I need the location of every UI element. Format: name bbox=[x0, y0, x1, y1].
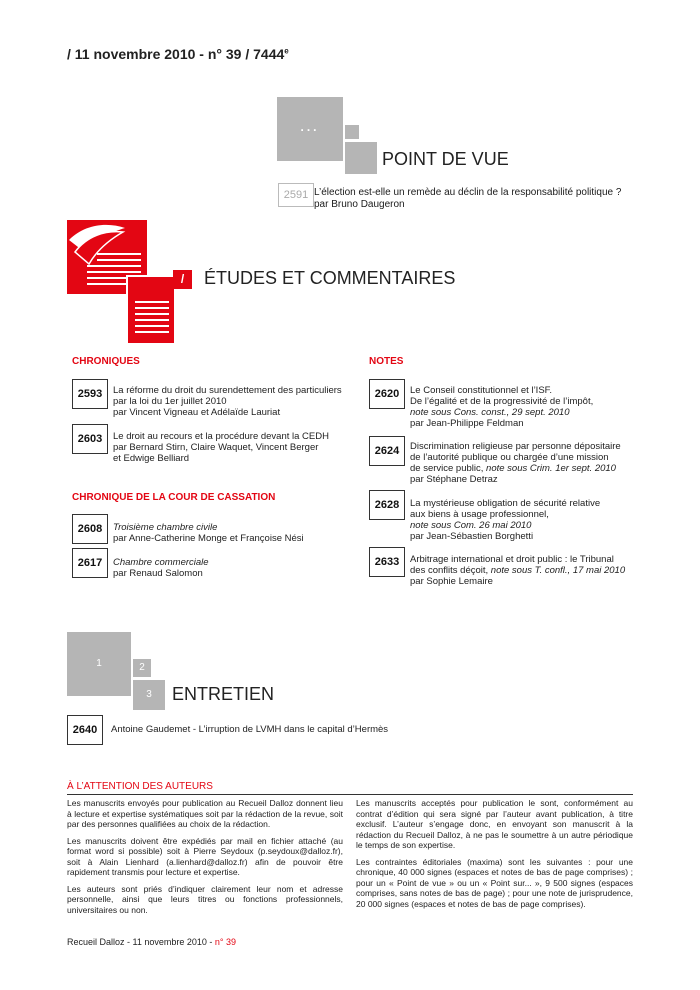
etudes-slash-badge: / bbox=[173, 270, 192, 289]
auteurs-paragraph: Les contraintes éditoriales (maxima) sont les suivantes : pour une chronique, 40 000 signes (espaces et notes de bas de page comprises) ; pour un « Point de vue » ou un « Point sur... », 9 500 signes (espaces comprises, sans notes de bas de page) ; pour une note de jurisprudence, 20 000 signes (espaces et notes de bas de page comprises). bbox=[356, 856, 633, 909]
entry-line: De l’égalité et de la progressivité de l’impôt, bbox=[410, 396, 594, 407]
auteurs-paragraph: Les auteurs sont priés d’indiquer clairement leur nom et adresse personnelle, ainsi que leurs titres ou fonctions professionnels, universitaires ou non. bbox=[67, 883, 343, 915]
entry-line-part: note sous T. confl., 17 mai 2010 bbox=[490, 565, 626, 576]
page-footer bbox=[67, 937, 236, 947]
entry-line: de l’autorité publique ou chargée d’une mission bbox=[410, 452, 609, 463]
entretien-square-2: 2 bbox=[133, 659, 151, 677]
entry-author: par Jean-Sébastien Borghetti bbox=[410, 531, 534, 542]
page-number-2624[interactable]: 2624 bbox=[369, 436, 405, 466]
auteurs-paragraph: Les manuscrits acceptés pour publication le sont, conformément au contrat d’édition qui sera signé par l’auteur avant publication, à titre exclusif. L’auteur s’engage donc, en envoyant son manuscrit à la rédaction du Recueil Dalloz, à ne pas le soumettre à un autre périodique le temps de son expertise. bbox=[356, 798, 633, 850]
entry-author: par Vincent Vigneau et Adélaïde Lauriat bbox=[113, 407, 281, 418]
issue-header-text: / 11 novembre 2010 - n° 39 / 7444 bbox=[67, 46, 285, 62]
entry-line: La réforme du droit du surendettement des particuliers bbox=[113, 385, 342, 396]
cassation-entry[interactable] bbox=[113, 557, 363, 579]
entry-line: note sous Cons. const., 29 sept. 2010 bbox=[410, 407, 570, 418]
entretien-square-3: 3 bbox=[133, 680, 165, 710]
entry-author: par Anne-Catherine Monge et Françoise Nési bbox=[113, 533, 304, 544]
page-number-2608[interactable]: 2608 bbox=[72, 514, 108, 544]
entry-line: par la loi du 1er juillet 2010 bbox=[113, 396, 227, 407]
page-number-2591[interactable]: 2591 bbox=[278, 183, 314, 207]
auteurs-divider bbox=[67, 794, 633, 795]
page-number-2620[interactable]: 2620 bbox=[369, 379, 405, 409]
entry-author: et Edwige Belliard bbox=[113, 453, 190, 464]
note-entry[interactable] bbox=[410, 441, 650, 485]
note-entry[interactable] bbox=[410, 385, 650, 429]
auteurs-left-column bbox=[67, 798, 343, 921]
notes-heading: NOTES bbox=[369, 356, 404, 367]
entry-line: Le droit au recours et la procédure devant la CEDH bbox=[113, 431, 329, 442]
auteurs-paragraph: Les manuscrits envoyés pour publication au Recueil Dalloz donnent lieu à lecture et expertise systématiques soit par la rédaction de la revue, soit par des personnes qualifiées au choix de la rédaction. bbox=[67, 798, 343, 829]
footer-issue-number: n° 39 bbox=[214, 937, 237, 947]
entry-line: Le Conseil constitutionnel et l’ISF. bbox=[410, 385, 553, 396]
entretien-entry[interactable]: Antoine Gaudemet - L’irruption de LVMH dans le capital d’Hermès bbox=[111, 724, 389, 735]
chroniques-heading: CHRONIQUES bbox=[72, 356, 140, 367]
entry-line: Troisième chambre civile bbox=[113, 522, 218, 533]
point-de-vue-dots: ... bbox=[300, 120, 320, 134]
auteurs-paragraph: Les manuscrits doivent être expédiés par mail en fichier attaché (au format word si possible) soit à Pierre Seydoux (p.seydoux@dalloz.fr), soit à Alain Lienhard (a.lienhard@dalloz.fr) afin de pouvoir être rapidement transmis pour lecture et expertise. bbox=[67, 835, 343, 877]
entry-line-part: des conflits déçoit, bbox=[410, 565, 491, 576]
page-number-2633[interactable]: 2633 bbox=[369, 547, 405, 577]
note-entry[interactable] bbox=[410, 498, 650, 542]
entry-author: par Sophie Lemaire bbox=[410, 576, 493, 587]
entry-author: par Bruno Daugeron bbox=[314, 199, 405, 210]
auteurs-title: À L’ATTENTION DES AUTEURS bbox=[67, 781, 213, 792]
entry-title: L’élection est-elle un remède au déclin de la responsabilité politique ? bbox=[314, 187, 622, 198]
point-de-vue-title: POINT DE VUE bbox=[382, 149, 509, 169]
entry-line-part: note sous Crim. 1er sept. 2010 bbox=[486, 463, 616, 474]
cassation-heading: CHRONIQUE DE LA COUR DE CASSATION bbox=[72, 492, 276, 503]
entry-line: Arbitrage international et droit public : le Tribunal bbox=[410, 554, 614, 565]
page-number-2593[interactable]: 2593 bbox=[72, 379, 108, 409]
entry-author: par Stéphane Detraz bbox=[410, 474, 498, 485]
entretien-title: ENTRETIEN bbox=[172, 684, 275, 704]
entry-line bbox=[410, 463, 650, 474]
chronique-entry[interactable] bbox=[113, 385, 363, 418]
auteurs-right-column bbox=[356, 798, 633, 915]
entry-line: Discrimination religieuse par personne dépositaire bbox=[410, 441, 621, 452]
chronique-entry[interactable] bbox=[113, 431, 363, 464]
page-number-2617[interactable]: 2617 bbox=[72, 548, 108, 578]
entry-line: aux biens à usage professionnel, bbox=[410, 509, 549, 520]
cassation-entry[interactable] bbox=[113, 522, 363, 544]
entry-line: Chambre commerciale bbox=[113, 557, 209, 568]
entry-line: La mystérieuse obligation de sécurité relative bbox=[410, 498, 601, 509]
footer-text: Recueil Dalloz - 11 novembre 2010 - bbox=[67, 937, 215, 947]
entry-line bbox=[410, 565, 650, 576]
page-number-2628[interactable]: 2628 bbox=[369, 490, 405, 520]
entry-line: note sous Com. 26 mai 2010 bbox=[410, 520, 532, 531]
point-de-vue-entry[interactable] bbox=[314, 187, 621, 211]
point-de-vue-square-small bbox=[345, 125, 359, 139]
entry-author: par Bernard Stirn, Claire Waquet, Vincent Berger bbox=[113, 442, 319, 453]
page-number-2603[interactable]: 2603 bbox=[72, 424, 108, 454]
issue-header bbox=[67, 46, 289, 62]
note-entry[interactable] bbox=[410, 554, 650, 587]
entretien-number-1: 1 bbox=[96, 658, 102, 669]
issue-header-suffix: e bbox=[284, 46, 289, 56]
etudes-title: ÉTUDES ET COMMENTAIRES bbox=[204, 268, 456, 288]
documents-icon bbox=[67, 220, 177, 350]
entry-line-part: de service public, bbox=[410, 463, 487, 474]
entry-author: par Jean-Philippe Feldman bbox=[410, 418, 524, 429]
page-number-2640[interactable]: 2640 bbox=[67, 715, 103, 745]
entry-author: par Renaud Salomon bbox=[113, 568, 203, 579]
point-de-vue-square-medium bbox=[345, 142, 377, 174]
